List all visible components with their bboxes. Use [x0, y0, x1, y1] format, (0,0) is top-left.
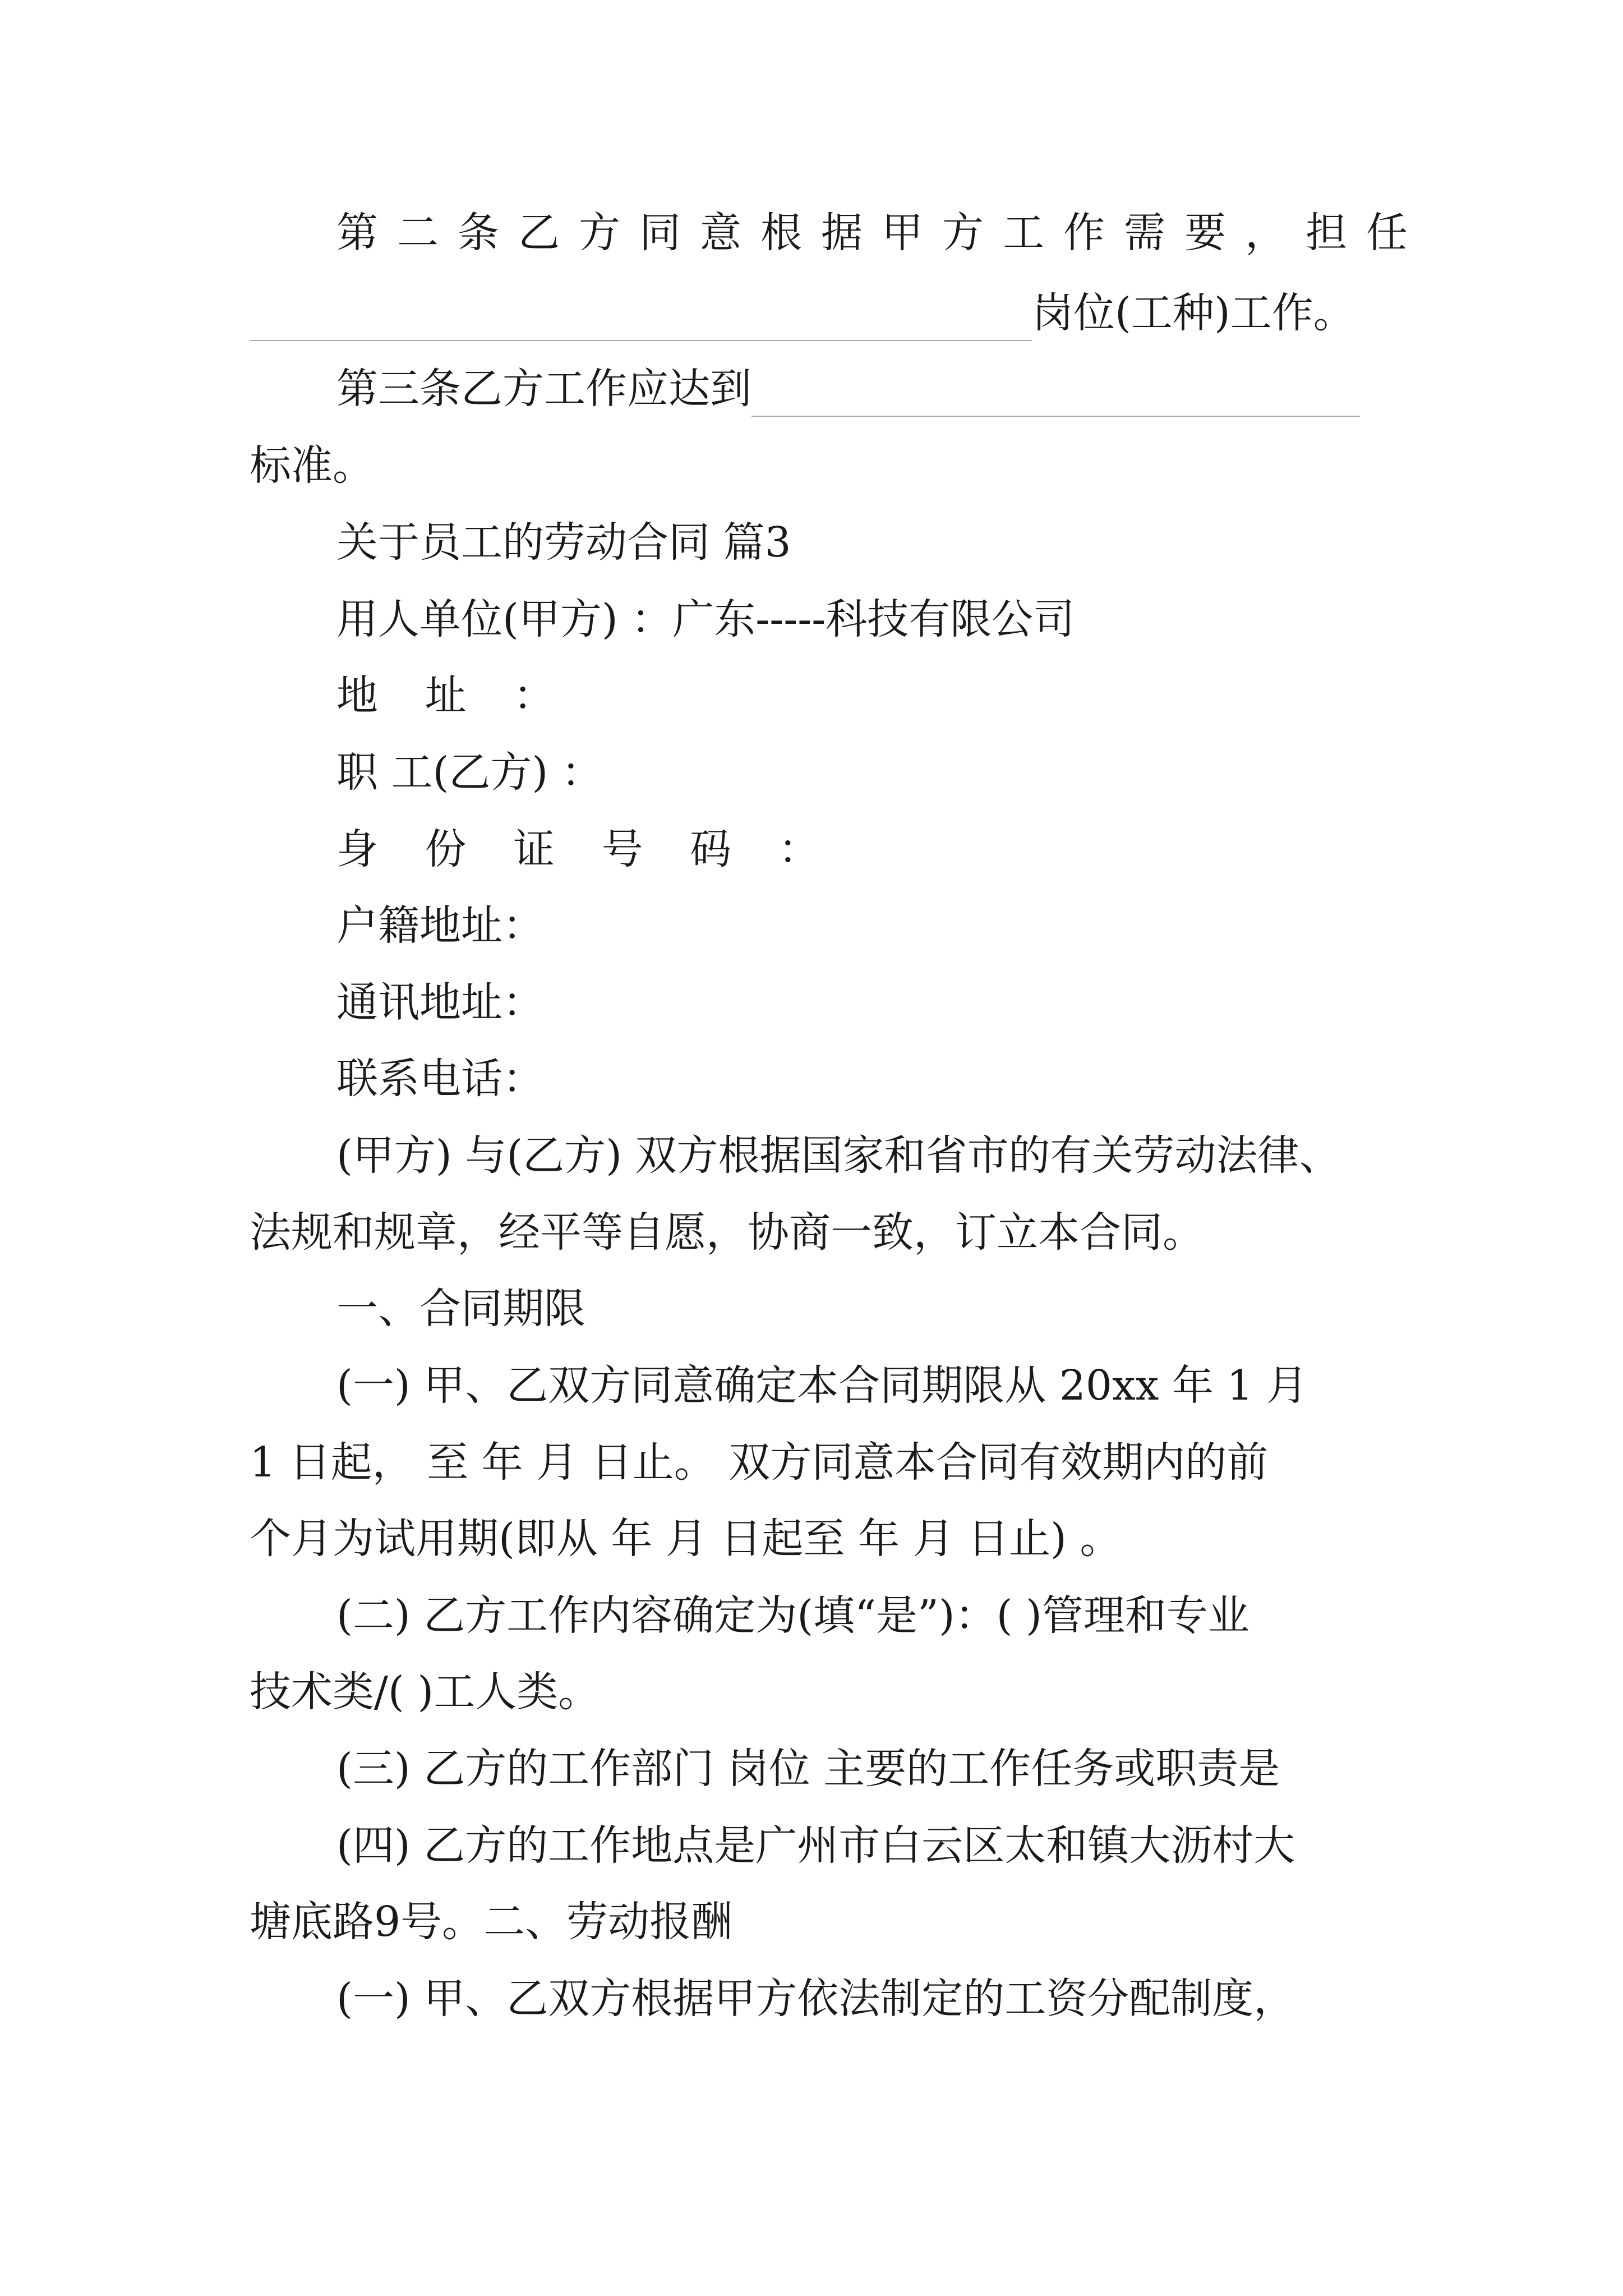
article-3-line-2: 标准。 — [250, 441, 374, 490]
employer-line: 用人单位(甲方) ：广东-----科技有限公司 — [336, 595, 1075, 643]
section-1-para-4-line-2: 塘底路9号。二、劳动报酬 — [250, 1898, 733, 1946]
household-address-line: 户籍地址： — [336, 901, 544, 950]
article-3-prefix: 第三条乙方工作应达到 — [336, 365, 751, 413]
intro-line-2: 法规和规章，经平等自愿，协商一致，订立本合同。 — [250, 1208, 1204, 1257]
address-line: 地 址 ： — [336, 671, 572, 720]
employee-line: 职 工(乙方) ： — [336, 748, 603, 797]
section-1-title: 一、合同期限 — [336, 1285, 585, 1333]
article-2-line-2 — [250, 285, 1355, 341]
section-1-para-4-line-1: (四) 乙方的工作地点是广州市白云区太和镇大沥村大 — [336, 1821, 1295, 1870]
article-3-line-1 — [336, 361, 1360, 417]
mailing-address-line: 通讯地址： — [336, 978, 544, 1027]
section-1-para-1-line-1: (一) 甲、乙双方同意确定本合同期限从 20xx 年 1 月 — [336, 1361, 1308, 1410]
section-1-para-1-line-2: 1 日起， 至 年 月 日止。 双方同意本合同有效期内的前 — [250, 1438, 1269, 1487]
section-1-para-2-line-1: (二) 乙方工作内容确定为(填“是”)：( )管理和专业 — [336, 1591, 1249, 1640]
article-2-line-1: 第二条乙方同意根据甲方工作需要，担任 — [336, 209, 1427, 257]
section-1-para-1-line-3: 个月为试用期(即从 年 月 日起至 年 月 日止) 。 — [250, 1515, 1122, 1563]
blank-underline — [250, 295, 1032, 341]
id-number-line: 身 份 证 号 码 ： — [336, 825, 837, 873]
section-1-para-2-line-2: 技术类/( )工人类。 — [250, 1668, 600, 1716]
intro-line-1: (甲方) 与(乙方) 双方根据国家和省市的有关劳动法律、 — [336, 1131, 1341, 1180]
section-2-para-1: (一) 甲、乙双方根据甲方依法制定的工资分配制度， — [336, 1975, 1295, 2023]
phone-line: 联系电话： — [336, 1055, 544, 1103]
blank-underline — [751, 371, 1360, 417]
article-2-suffix: 岗位(工种)工作。 — [1032, 289, 1355, 337]
section-heading: 关于员工的劳动合同 篇3 — [336, 518, 791, 567]
section-1-para-3: (三) 乙方的工作部门 岗位 主要的工作任务或职责是 — [336, 1745, 1280, 1793]
